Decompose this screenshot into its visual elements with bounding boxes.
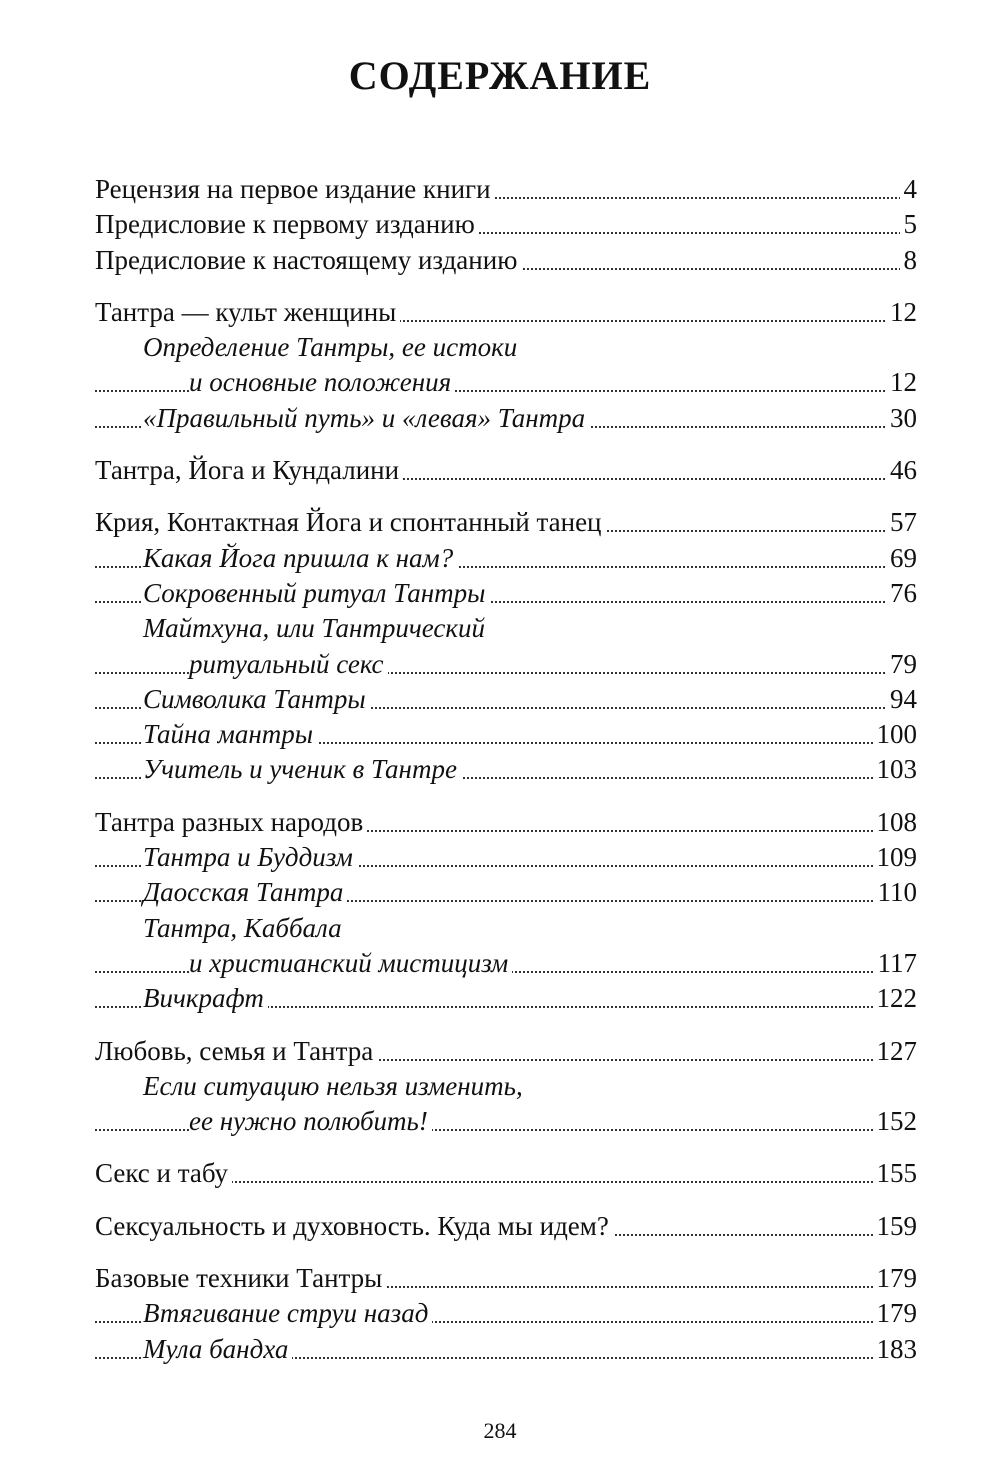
toc-entry-page: 12: [886, 295, 917, 330]
toc-entry-page: 179: [873, 1296, 918, 1331]
toc-entry-title: Крия, Контактная Йога и спонтанный танец: [95, 505, 606, 540]
toc-subentry: [95, 682, 917, 717]
toc-entry-title: Втягивание струи назад: [143, 1296, 432, 1331]
toc-entry-page: 12: [886, 365, 917, 400]
toc-entry-title: Сексуальность и духовность. Куда мы идем?: [95, 1209, 613, 1244]
toc-subentry: [95, 840, 917, 875]
toc-entry-page: 46: [886, 453, 917, 488]
toc-subentry: [95, 1104, 917, 1139]
toc-subentry: [95, 946, 917, 981]
toc-entry-title: Сокровенный ритуал Тантры: [143, 576, 489, 611]
toc-subentry: [95, 981, 917, 1016]
toc-entry-page: 4: [900, 172, 918, 207]
toc-entry-page: 5: [900, 207, 918, 242]
toc-subentry: [95, 576, 917, 611]
toc-entry-title: Мула бандха: [143, 1332, 292, 1367]
toc-entry-title: Определение Тантры, ее истоки: [143, 330, 521, 365]
toc-entry: [95, 1209, 917, 1244]
toc-section: [95, 1209, 917, 1244]
toc-entry-page: 108: [873, 805, 918, 840]
toc-subentry: [95, 1069, 917, 1104]
toc-subentry: [95, 365, 917, 400]
toc-subentry: [95, 401, 917, 436]
page-number: 284: [483, 1418, 517, 1443]
toc-entry-title: Тантра разных народов: [95, 805, 367, 840]
toc-entry-title: Учитель и ученик в Тантре: [143, 752, 461, 787]
toc-entry-title: Тантра — культ женщины: [95, 295, 400, 330]
toc-entry-title: «Правильный путь» и «левая» Тантра: [143, 401, 589, 436]
toc-entry-title: Базовые техники Тантры: [95, 1261, 386, 1296]
toc-subentry: [95, 611, 917, 646]
toc-subentry: [95, 875, 917, 910]
toc-entry-title: ее нужно полюбить!: [189, 1104, 432, 1139]
toc-entry-title: и христианский мистицизм: [189, 946, 512, 981]
toc-entry-page: 94: [886, 682, 917, 717]
toc-entry-page: 159: [873, 1209, 918, 1244]
toc-section: [95, 295, 917, 436]
toc-entry-title: Предисловие к настоящему изданию: [95, 243, 521, 278]
toc-entry-title: Рецензия на первое издание книги: [95, 172, 495, 207]
toc-entry-title: и основные положения: [189, 365, 455, 400]
toc-entry-page: 109: [873, 840, 918, 875]
toc-entry-title: Вичкрафт: [143, 981, 268, 1016]
toc-entry-page: 117: [874, 946, 918, 981]
toc-entry-page: 79: [886, 647, 917, 682]
toc-entry-page: 152: [873, 1104, 918, 1139]
toc-entry: [95, 1261, 917, 1296]
toc-entry-title: Какая Йога пришла к нам?: [143, 541, 457, 576]
toc-entry-page: 8: [900, 243, 918, 278]
toc-entry-title: Символика Тантры: [143, 682, 370, 717]
toc-entry-page: 57: [886, 505, 917, 540]
toc-entry-title: Предисловие к первому изданию: [95, 207, 479, 242]
toc-subentry: [95, 752, 917, 787]
toc-section: [95, 1156, 917, 1191]
page-title: СОДЕРЖАНИЕ: [348, 53, 652, 98]
toc-entry: [95, 1156, 917, 1191]
toc-entry: [95, 295, 917, 330]
toc-entry: [95, 805, 917, 840]
toc-entry: [95, 243, 917, 278]
toc-entry-title: Тантра, Каббала: [143, 911, 346, 946]
table-of-contents: [95, 172, 917, 1384]
toc-entry-page: 30: [886, 401, 917, 436]
toc-entry-page: 127: [873, 1034, 918, 1069]
toc-entry-page: 179: [873, 1261, 918, 1296]
toc-entry-page: 110: [874, 875, 918, 910]
toc-subentry: [95, 330, 917, 365]
toc-entry-page: 100: [873, 717, 918, 752]
toc-entry: [95, 172, 917, 207]
toc-entry-page: 122: [873, 981, 918, 1016]
toc-section: [95, 805, 917, 1017]
toc-entry-title: Тантра, Йога и Кундалини: [95, 453, 403, 488]
toc-entry-title: Майтхуна, или Тантрический: [143, 611, 489, 646]
toc-section: [95, 505, 917, 787]
toc-subentry: [95, 1296, 917, 1331]
toc-entry-title: Даосская Тантра: [143, 875, 347, 910]
toc-entry-title: ритуальный секс: [189, 647, 388, 682]
toc-entry-title: Любовь, семья и Тантра: [95, 1034, 377, 1069]
toc-section: [95, 453, 917, 488]
toc-section: [95, 1261, 917, 1367]
toc-entry: [95, 207, 917, 242]
toc-subentry: [95, 717, 917, 752]
toc-entry-page: 69: [886, 541, 917, 576]
toc-subentry: [95, 541, 917, 576]
toc-entry-title: Тайна мантры: [143, 717, 317, 752]
toc-entry: [95, 453, 917, 488]
toc-entry-page: 155: [873, 1156, 918, 1191]
toc-subentry: [95, 911, 917, 946]
toc-entry-page: 103: [873, 752, 918, 787]
toc-entry-title: Секс и табу: [95, 1156, 232, 1191]
toc-entry-title: Если ситуацию нельзя изменить,: [143, 1069, 527, 1104]
toc-entry-page: 183: [873, 1332, 918, 1367]
toc-subentry: [95, 647, 917, 682]
toc-subentry: [95, 1332, 917, 1367]
toc-entry-page: 76: [886, 576, 917, 611]
toc-section: [95, 1034, 917, 1140]
toc-section: [95, 172, 917, 278]
toc-entry: [95, 1034, 917, 1069]
toc-entry: [95, 505, 917, 540]
toc-entry-title: Тантра и Буддизм: [143, 840, 357, 875]
